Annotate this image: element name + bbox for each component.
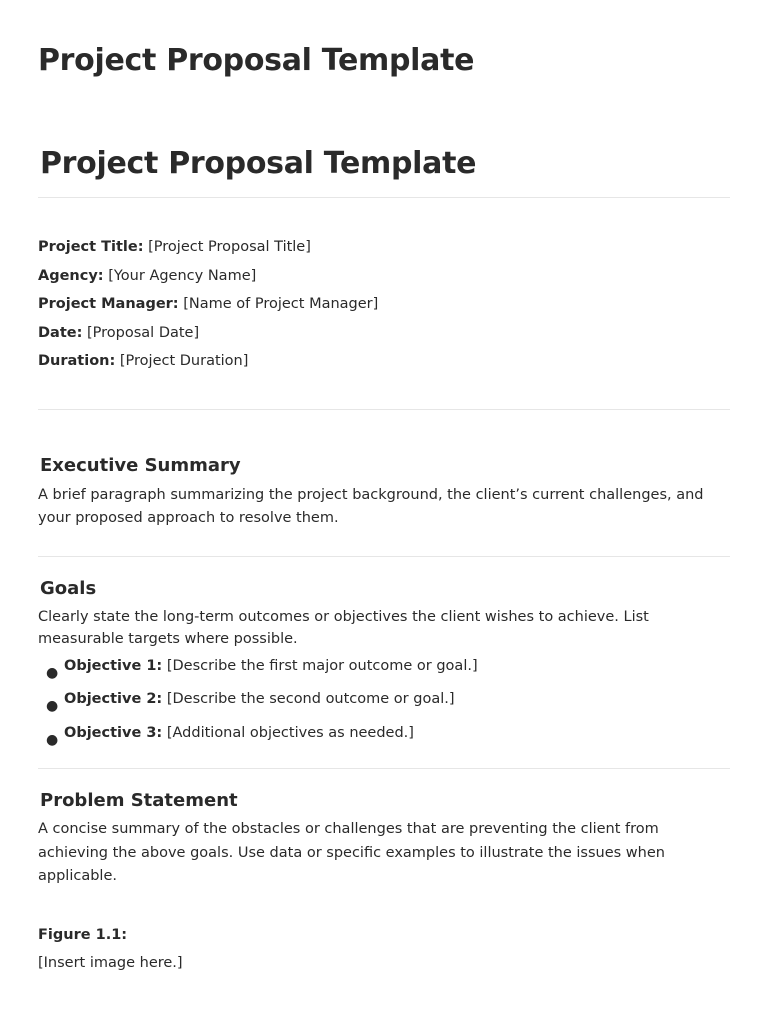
divider — [38, 768, 730, 769]
meta-label: Project Title: — [38, 239, 144, 255]
meta-value: [Name of Project Manager] — [183, 296, 379, 312]
meta-label: Agency: — [38, 267, 104, 284]
meta-value: [Project Proposal Title] — [148, 239, 311, 255]
problem-statement-body: A concise summary of the obstacles or challenges that are preventing the client from achieving the above goals. Use data or specific examples to illustrate the issues when applicable. — [38, 821, 665, 884]
objective-value: [Describe the first major outcome or goal.] — [166, 657, 478, 674]
problem-statement-title: Problem Statement — [40, 790, 238, 811]
meta-date — [38, 319, 730, 348]
meta-label: Project Manager: — [38, 296, 179, 312]
meta-duration — [38, 347, 730, 376]
divider — [38, 197, 730, 198]
executive-summary-section — [38, 454, 730, 531]
list-item — [38, 655, 730, 689]
divider — [38, 556, 730, 557]
objective-value: [Describe the second outcome or goal.] — [166, 691, 455, 707]
project-metadata — [38, 233, 730, 376]
meta-label: Date: — [38, 324, 83, 341]
goals-section — [38, 577, 730, 756]
executive-summary-title: Executive Summary — [40, 454, 241, 476]
objective-value: [Additional objectives as needed.] — [166, 724, 414, 741]
goals-title: Goals — [40, 577, 97, 599]
problem-statement-section — [38, 789, 730, 974]
figure-label: Figure 1.1: — [38, 926, 128, 943]
list-item — [38, 688, 730, 722]
meta-value: [Your Agency Name] — [108, 267, 257, 284]
meta-agency — [38, 262, 730, 291]
divider — [38, 409, 730, 410]
meta-label: Duration: — [38, 353, 116, 369]
executive-summary-body: A brief paragraph summarizing the project background, the client’s current challenges, and your proposed approach to resolve them. — [38, 486, 704, 526]
list-item — [38, 722, 730, 756]
bullet-icon: ● — [46, 664, 59, 681]
objective-label: Objective 3: — [64, 724, 163, 741]
objectives-list — [38, 655, 730, 756]
figure-placeholder: [Insert image here.] — [38, 954, 183, 971]
meta-value: [Project Duration] — [119, 353, 249, 369]
meta-project-title — [38, 233, 730, 262]
goals-body: Clearly state the long-term outcomes or objectives the client wishes to achieve. List measurable targets where possible. — [38, 608, 649, 647]
bullet-icon: ● — [46, 731, 59, 748]
bullet-icon: ● — [46, 698, 59, 714]
document-title: Project Proposal Template — [38, 43, 475, 78]
objective-label: Objective 1: — [64, 657, 163, 674]
meta-project-manager — [38, 290, 730, 319]
meta-value: [Proposal Date] — [87, 324, 200, 341]
objective-label: Objective 2: — [64, 691, 163, 707]
proposal-heading: Project Proposal Template — [40, 146, 477, 181]
